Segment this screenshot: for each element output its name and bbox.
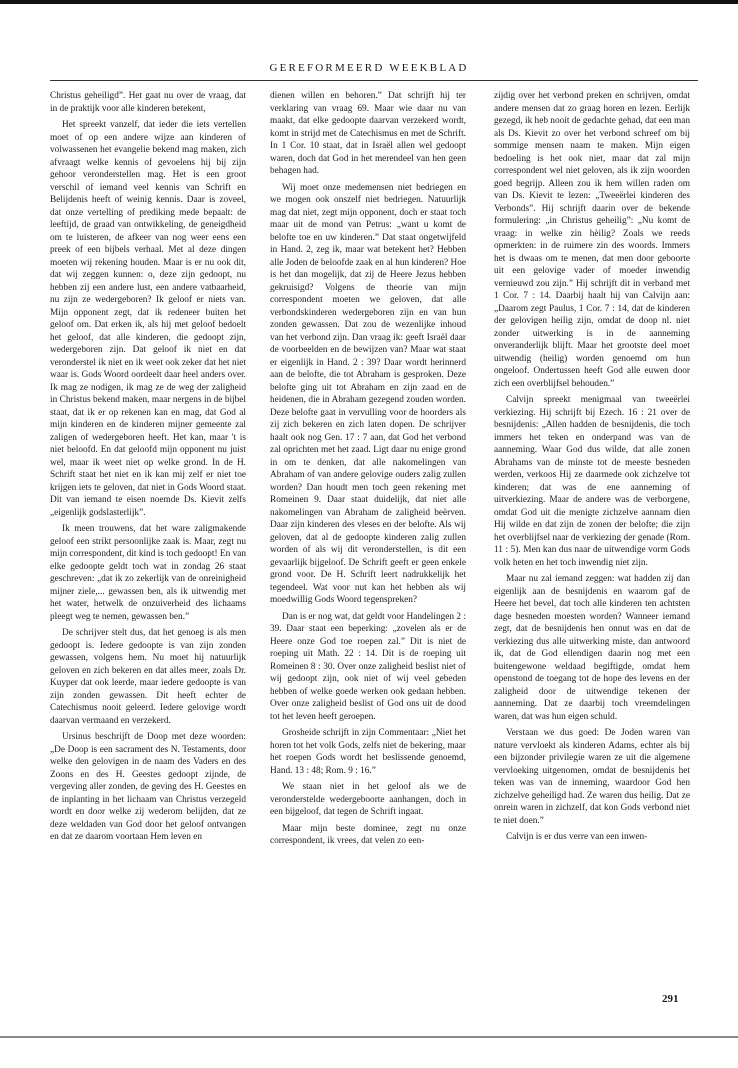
paragraph: Maar nu zal iemand zeggen: wat hadden zij dan eigenlijk aan de besnijdenis en waarom gaf de Heere het bevel, dat toch alle kinderen ten achtsten dage besneden moesten worden? Wanneer iemand zegt, dat de besnijdenis hen onnut was en dat de verkiezing dus alle uitwerking miste, dan antwoord ik, dat de God ellendigen daarin nog met een buitengewone weldaad begiftigde, omdat hem openstond de toegang tot de hope des levens en der zaligheid door de uitwendige tekenen der aanneming. Dat ze daarbij toch vreemdelingen waren, dat was hun eigen schuld. bbox=[494, 574, 690, 722]
paragraph: We staan niet in het geloof als we de veronderstelde wedergeboorte aanhangen, doch in een bijgeloof, dat tegen de Schrift ingaat. bbox=[270, 782, 466, 817]
paragraph: Het spreekt vanzelf, dat ieder die iets vertellen moet of op een andere wijze aan kinderen of volwassenen het evangelie bekend mag maken, zich afvraagt welke kennis of gevoelens hij bij zijn gehoor veronderstellen mag. Het is een groot verschil of iemand veel kennis van Schrift en Belijdenis heeft of weinig kennis. Daar is zoveel, dat onze vertelling of prediking mede bepaalt: de leeftijd, de graad van ontwikkeling, de geneigdheid om te luisteren, de afkeer van nog weer eens een preek of een bijbels verhaal. Met al deze dingen moeten wij rekening houden. Maar is er nu ook dit, dat wij zeggen kunnen: o, deze zijn gedoopt, nu hebben zij een andere lust, een andere vatbaarheid, nu zijn ze wedergeboren? Ik geloof er niets van. Mijn opponent zegt, dat ik redeneer buiten het geloof om. Dat erken ik, als hij met geloof bedoelt het geloof, dat alle kinderen, die gedoopt zijn, wedergeboren zijn. Dat geloof ik niet en dat veronderstel ik niet en ik weet ook zeker dat het niet waar is. Gods Woord oordeelt daar heel anders over. Ik mag ze nodigen, ik mag ze de weg der zaligheid in Christus bekend maken, maar nergens in de bijbel staat, dat ik er op rekenen kan en mag, dat God al mijn kinderen en de kinderen mijner gemeente zal zaligen of wedergeboren heeft. Het kan, maar 't is niet beloofd. En dat geloofd mijn opponent nu juist wel, maar ik weet niet op welke grond. In de H. Schrift staat het niet en ik kan mij zelf er niet toe krijgen iets te geloven, dat niet in Gods Woord staat. Dit van iemand te eisen noemde Ds. Kievit zelfs „eigenlijk godslasterlijk”. bbox=[50, 120, 246, 518]
paragraph: Ik meen trouwens, dat het ware zaligmakende geloof een strikt persoonlijke zaak is. Maar, zegt nu mijn correspondent, dit kind is toch gedoopt! En van elke gedoopte geldt toch wat in zondag 26 staat geschreven: „dat ik zo zekerlijk van de onreinigheid mijner ziele,... gewassen ben, als ik uitwendig met het water, hetwelk de onzuiverheid des lichaams pleegt weg te nemen, gewassen ben.” bbox=[50, 524, 246, 622]
paragraph: dienen willen en behoren.” Dat schrijft hij ter verklaring van vraag 69. Maar wie daar nu van maakt, dat elke gedoopte daarvan verzekerd wordt, komt in strijd met de Catechismus en met de Schrift. In 1 Cor. 10 staat, dat in Israël allen wel gedoopt waren, doch dat God in het merendeel van hen geen behagen had. bbox=[270, 91, 466, 176]
paragraph: Maar mijn beste dominee, zegt nu onze correspondent, ik vrees, dat velen zo een- bbox=[270, 823, 466, 846]
paragraph: Dan is er nog wat, dat geldt voor Handelingen 2 : 39. Daar staat een beperking: „zovelen als er de Heere onze God toe roepen zal.” Dit is niet de roeping uit Math. 22 : 14. Dit is de roeping uit Romeinen 8 : 30. Over onze zaligheid beslist niet of wij gedoopt zijn, ook niet of wij veel gebeden hebben of welke goede werken ook gedaan hebben. Over onze zaligheid beslist of God ons uit de dood tot het leven heeft geroepen. bbox=[270, 611, 466, 722]
paragraph: Christus geheiligd”. Het gaat nu over de vraag, dat in de praktijk voor alle kinderen betekent, bbox=[50, 91, 246, 114]
paragraph: zijdig over het verbond preken en schrijven, omdat andere mensen dat zo graag horen en lezen. Eerlijk gezegd, ik heb nooit de gedachte gehad, dat een man als Ds. Kievit zo over het verbond schreef om bij sommige mensen naam te maken. Mijn eigen bedoeling is het ook niet, maar dat zal mijn correspondent wel niet geloven, als ik zijn woorden goed begrijp. Alleen zou ik hem willen raden om van Ds. Kievit te lezen: „Tweeërlei kinderen des Verbonds”. Hij schrijft daarin over de bekende formulering: „in Christus geheilig”: „Nu komt de vraag: in welke zin hèilig? Zoals we reeds opmerkten: in de ruimere zin des woords. Immers het is dwaas om te menen, dat men door geboorte uit een gelovige vader of moeder inwendig vernieuwd zou zijn.” Hij schrijft dit in verband met 1 Cor. 7 : 14. Daarbij haalt hij van Calvijn aan: „Daarom zegt Paulus, 1 Cor. 7 : 14, dat de kinderen der gelovigen heilig zijn, omdat de doop nl. niet zonder uitwerking is in de aanneming onveranderlijk blijft. Maar het grootste deel moet uitwendig (heilig) worden genoemd om hun ongeloof. Ondertussen heeft God alle euwen door zich een overblijfsel behouden.” bbox=[494, 91, 690, 389]
paragraph: Wij moet onze medemensen niet bedriegen en we mogen ook onszelf niet bedriegen. Natuurlijk mag dat niet, zegt mijn opponent, doch er staat toch maar uit de mond van Petrus: „want u komt de belofte toe en uw kinderen.” Dat staat ongetwijfeld in Hand. 2, zeg ik, maar wat betekent het? Hebben alle Joden de beloofde zaak en al hun kinderen? Hoe is het dan mogelijk, dat zij de Heere Jezus hebben gekruisigd? Volgens de theorie van mijn correspondent moeten we geloven, dat alle verbondskinderen wedergeboren zijn en van hun zonden gewassen. Dat zou de wezenlijke inhoud van het verbond zijn. Dan vraag ik: geeft Israël daar de voorbeelden en de bewijzen van? Maar wat staat er eigenlijk in Hand. 2 : 39? Daar wordt herinnerd aan de belofte, die tot Abraham is gesproken. Deze belofte ging uit tot Abraham en zijn zaad en de heidenen, die in Abraham gezegend zouden worden. Deze belofte gaat in vervulling voor de hoorders als zij zich bekeren en zich laten dopen. De schrijver haalt ook nog Gen. 17 : 7 aan, dat God het verbond zal oprichten met het zaad. Ligt daar nu enige grond in om te denken, dat alle nakomelingen van Abraham of van andere gelovige ouders zalig zullen worden? Dan houdt men toch geen rekening met Romeinen 9. Daar staat duidelijk, dat niet alle nakomelingen van Abraham de zaligheid beërven. Daar zijn kinderen des vleses en der belofte. Als wij geloven, dat al de gedoopte kinderen zalig zullen worden of als wij dit veronderstellen, is dit een gevaarlijk bijgeloof. De Schrift geeft er geen enkele grond voor. De H. Schrift leert nadrukkelijk het tegendeel. Wat voor nut kan het hebben als wij moedwillig Gods Woord tegenspreken? bbox=[270, 182, 466, 605]
paragraph: Calvijn is er dus verre van een inwen- bbox=[506, 832, 648, 842]
running-header: GEREFORMEERD WEEKBLAD bbox=[269, 62, 469, 74]
top-rule bbox=[0, 0, 738, 4]
header-rule bbox=[50, 80, 698, 81]
paragraph: Verstaan we dus goed: De Joden waren van nature vervloekt als kinderen Adams, echter als bij een bijzonder privilegie waren ze uit die algemene vervloeking uitgenomen, omdat de besnijdenis het teken was van de inneming, waardoor God hen zichzelve geheiligd had. Ze waren dus heilig. Dat ze onrein waren in zichzelf, dat kon Gods verbond niet te niet doen.” bbox=[494, 728, 690, 826]
bottom-rule bbox=[0, 1036, 738, 1038]
paragraph: Grosheide schrijft in zijn Commentaar: „Niet het horen tot het volk Gods, zelfs niet de bekering, maar het roepen Gods wordt het beslissende genoemd, Hand. 13 : 48; Rom. 9 : 16.” bbox=[270, 728, 466, 776]
page-number: 291 bbox=[662, 993, 679, 1005]
column-2 bbox=[270, 90, 466, 852]
column-3 bbox=[494, 90, 690, 848]
paragraph: De schrijver stelt dus, dat het genoeg is als men gedoopt is. Iedere gedoopte is van zijn zonden gewassen, volgens hem. Nu moet hij natuurlijk geloven en zich bekeren en dat alles meer, zoals Dr. Kuyper dat ook leerde, maar iedere gedoopte is van zijn zonden gewassen. Dit heeft echter de Catechismus nooit geleerd. Iedere gelovige wordt daarvan vermaand en verzekerd. bbox=[50, 628, 246, 726]
column-1 bbox=[50, 90, 246, 848]
paragraph: Calvijn spreekt menigmaal van tweeërlei verkiezing. Hij schrijft bij Ezech. 16 : 21 over de besnijdenis: „Allen hadden de besnijdenis, die toch immers het teken en onderpand was van de aanneming. Waar God dus wilde, dat alle zonen Abrahams van de minste tot de meeste besneden werden, verkoos Hij ze daarmede ook zichzelve tot kinderen; dat was de ene aanneming of uitverkiezing. Maar de andere was de verborgene, omdat God uit die menigte zichzelve aannam dien Hij wilde en dat zijn de zonen der belofte; die zijn het overblijfsel naar de verkiezing der genade (Rom. 11 : 5). Men kan dus naar de uitwendige vorm Gods volk heten en het toch inwendig niet zijn. bbox=[494, 395, 690, 568]
paragraph: Ursinus beschrijft de Doop met deze woorden: „De Doop is een sacrament des N. Testaments, door welke den gelovigen in de naam des Vaders en des Zoons en des H. Geestes gedoopt zijnde, de vergeving aller zonden, de geving des H. Geestes en de inplanting in het lichaam van Christus verzegeld wordt en door welke zij wederom belijden, dat ze deze weldaden van God door het geloof ontvangen en dat ze daarom voortaan Hem leven en bbox=[50, 732, 246, 842]
